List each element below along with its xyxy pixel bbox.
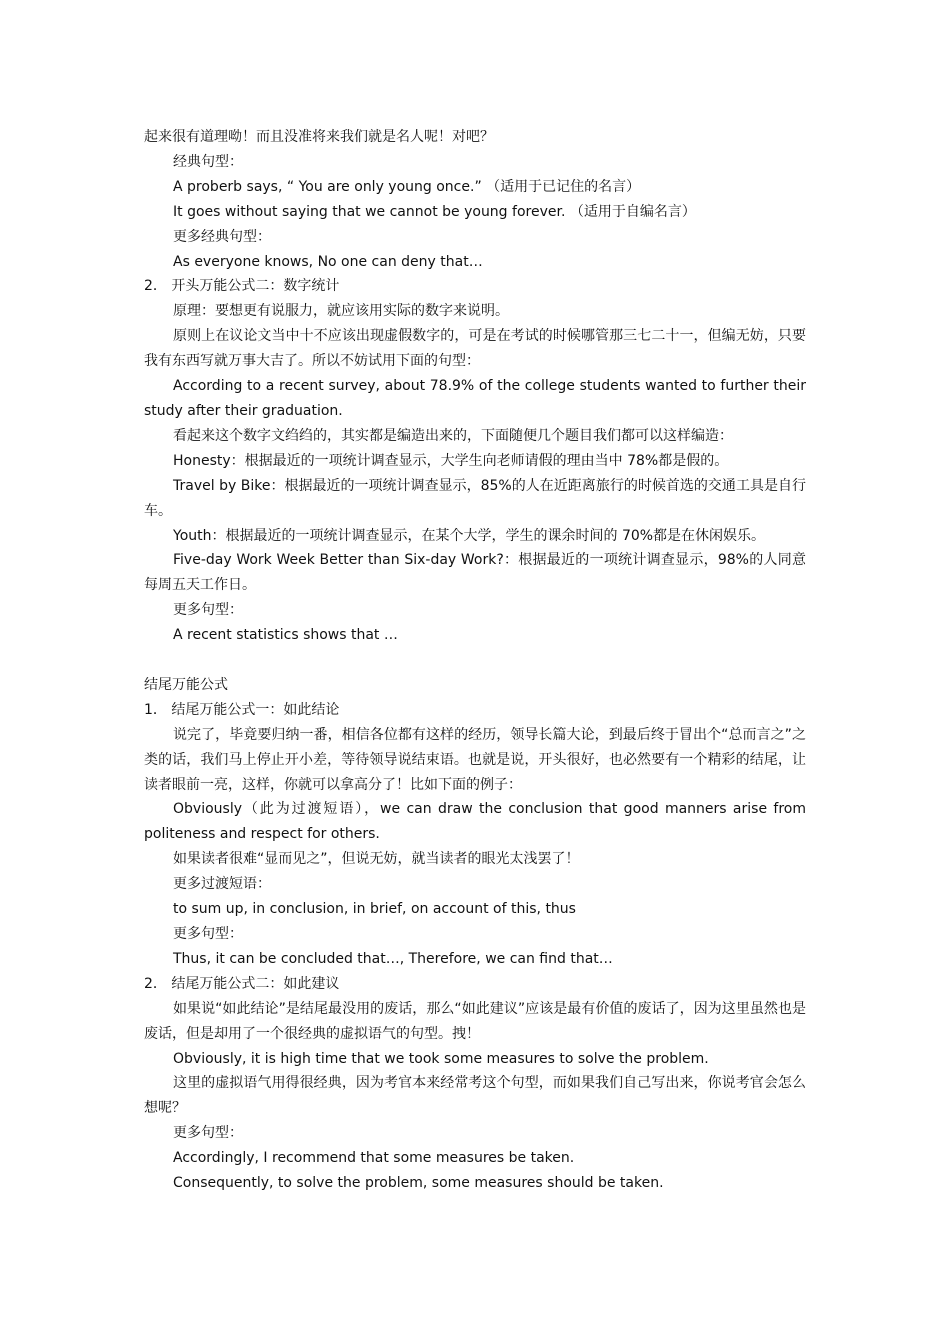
text-line: Accordingly, I recommend that some measures be taken. (173, 1150, 575, 1167)
paragraph: Obviously（此为过渡短语），we can draw the conclusion that good manners arise from politeness and respect for others. (144, 801, 806, 843)
text-line: 更多句型： (173, 1125, 243, 1142)
text-line: 看起来这个数字文绉绉的，其实都是编造出来的，下面随便几个题目我们都可以这样编造： (173, 427, 733, 444)
text-line: Thus, it can be concluded that…, Therefore, we can find that… (173, 950, 613, 967)
text-line: Youth：根据最近的一项统计调查显示，在某个大学，学生的课余时间的 70%都是在休闲娱乐。 (173, 527, 766, 544)
paragraph: Five-day Work Week Better than Six-day Work?：根据最近的一项统计调查显示，98%的人同意每周五天工作日。 (144, 552, 806, 594)
section-heading: 2． 开头万能公式二：数字统计 (144, 278, 340, 295)
text-line: 如果读者很难“显而见之”，但说无妨，就当读者的眼光太浅罢了！ (173, 851, 580, 868)
paragraph: 原则上在议论文当中十不应该出现虚假数字的，可是在考试的时候哪管那三七二十一，但编无妨，只要我有东西写就万事大吉了。所以不妨试用下面的句型： (144, 328, 806, 370)
text-line: 起来很有道理呦！而且没准将来我们就是名人呢！对吧？ (144, 129, 494, 145)
paragraph: 如果说“如此结论”是结尾最没用的废话，那么“如此建议”应该是最有价值的废话了，因为这里虽然也是废话，但是却用了一个很经典的虚拟语气的句型。拽！ (144, 1000, 806, 1042)
paragraph: According to a recent survey, about 78.9% of the college students wanted to further their study after their graduation. (144, 378, 806, 419)
paragraph: 这里的虚拟语气用得很经典，因为考官本来经常考这个句型，而如果我们自己写出来，你说考官会怎么想呢？ (144, 1075, 806, 1117)
text-line: A proberb says, “ You are only young once.” （适用于已记住的名言） (173, 178, 641, 195)
paragraph: 说完了，毕竟要归纳一番，相信各位都有这样的经历，领导长篇大论，到最后终于冒出个“总而言之”之类的话，我们马上停止开小差，等待领导说结束语。也就是说，开头很好，也必然要有一个精彩的结尾，让读者眼前一亮，这样，你就可以拿高分了！比如下面的例子： (144, 726, 806, 793)
text-line: It goes without saying that we cannot be young forever. （适用于自编名言） (173, 203, 696, 220)
text-line: 经典句型： (173, 153, 243, 170)
blank-line (144, 648, 806, 673)
text-line: to sum up, in conclusion, in brief, on account of this, thus (173, 901, 576, 918)
text-line: Honesty：根据最近的一项统计调查显示，大学生向老师请假的理由当中 78%都是假的。 (173, 452, 729, 469)
text-line: As everyone knows, No one can deny that… (173, 253, 483, 270)
text-line: 更多句型： (173, 925, 243, 942)
section-heading: 1． 结尾万能公式一：如此结论 (144, 701, 340, 718)
text-line: 更多过渡短语： (173, 876, 271, 893)
section-heading: 2． 结尾万能公式二：如此建议 (144, 975, 340, 992)
text-line: 更多句型： (173, 602, 243, 619)
document-page (144, 125, 806, 1196)
text-line: 原理：要想更有说服力，就应该用实际的数字来说明。 (173, 303, 509, 320)
text-line: 更多经典句型： (173, 228, 271, 245)
text-line: A recent statistics shows that … (173, 627, 398, 644)
section-heading: 结尾万能公式 (144, 676, 228, 693)
paragraph: Travel by Bike：根据最近的一项统计调查显示，85%的人在近距离旅行的时候首选的交通工具是自行车。 (144, 477, 806, 519)
text-line: Obviously, it is high time that we took some measures to solve the problem. (173, 1050, 709, 1067)
text-line: Consequently, to solve the problem, some measures should be taken. (173, 1175, 664, 1192)
